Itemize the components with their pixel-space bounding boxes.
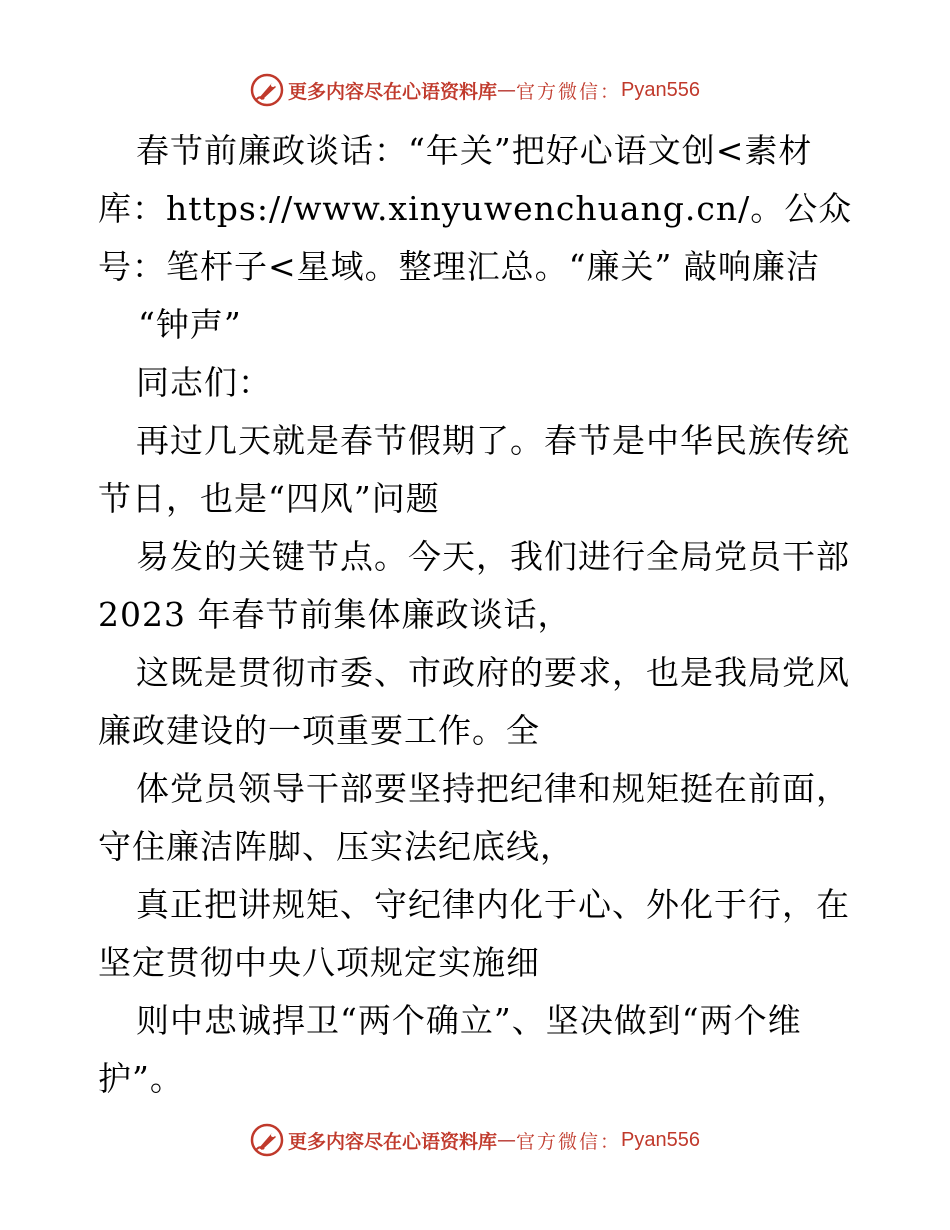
footer-official-label: 官方微信： [516, 1130, 622, 1153]
header-separator: — [497, 79, 517, 101]
body-paragraph: 真正把讲规矩、守纪律内化于心、外化于行，在坚定贯彻中央八项规定实施细 [98, 885, 850, 982]
footer-separator: — [497, 1129, 517, 1151]
body-paragraph: 易发的关键节点。今天，我们进行全局党员干部2023 年春节前集体廉政谈话， [98, 537, 850, 634]
footer-wechat-id: Pyan556 [621, 1128, 700, 1151]
body-paragraph: 体党员领导干部要坚持把纪律和规矩挺在前面，守住廉洁阵脚、压实法纪底线， [98, 769, 850, 866]
title-continuation: “钟声” [138, 305, 242, 344]
body-paragraph: 则中忠诚捍卫“两个确立”、坚决做到“两个维护”。 [98, 1001, 802, 1098]
body-paragraph: 再过几天就是春节假期了。春节是中华民族传统节日，也是“四风”问题 [98, 421, 850, 518]
document-body [98, 122, 858, 1108]
pen-nib-logo-icon [250, 1123, 284, 1157]
title-paragraph: 春节前廉政谈话：“年关”把好心语文创<素材库：https://www.xinyuwenchuang.cn/。公众号：笔杆子<星域。整理汇总。“廉关” 敲响廉洁 [98, 131, 853, 286]
header-official-label: 官方微信： [516, 80, 622, 103]
header-wechat-id: Pyan556 [621, 78, 700, 101]
header-banner [0, 70, 950, 110]
pen-nib-logo-icon [250, 73, 284, 107]
footer-banner [0, 1120, 950, 1160]
body-paragraph: 这既是贯彻市委、市政府的要求，也是我局党风廉政建设的一项重要工作。全 [98, 653, 850, 750]
header-brand-text: 更多内容尽在心语资料库 [288, 80, 498, 103]
salutation: 同志们： [136, 363, 272, 402]
footer-brand-text: 更多内容尽在心语资料库 [288, 1130, 498, 1153]
